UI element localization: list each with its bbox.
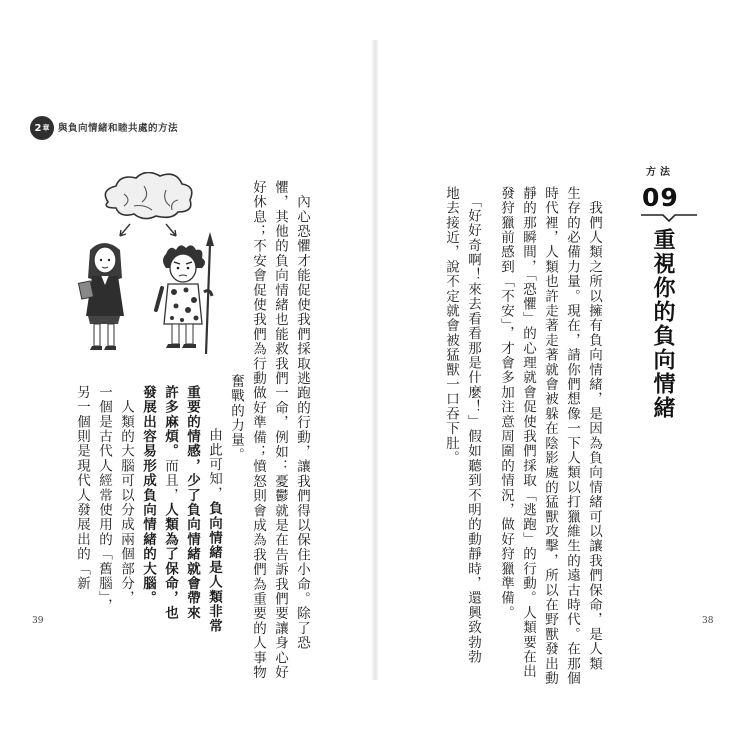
lower-col3-bold-b: 人類為了保命，也 — [162, 502, 178, 621]
lower-col1-bold: 負向情緒是人類非常 — [206, 501, 222, 634]
right-column-6: 「好好奇啊！來去看看那是什麼！」假如聽到不明的動靜時，還興致勃勃 — [465, 186, 481, 665]
left-lower-column-5: 人類的大腦可以分成兩個部分， — [118, 385, 134, 606]
lower-col4-bold: 發展出容易形成負向情緒的大腦。 — [140, 385, 156, 606]
lower-col1-plain: 由此可知， — [206, 413, 222, 502]
method-number: 09 — [642, 183, 679, 212]
method-label: 方法 — [646, 167, 674, 178]
left-lower-column-6: 一個是古代人經常使用的「舊腦」， — [96, 385, 112, 614]
left-lower-column-7: 另一個則是現代人發展出的「新 — [74, 385, 90, 591]
right-column-4: 靜的那瞬間，「恐懼」的心理就會促使我們採取「逃跑」的行動。人類要在出 — [520, 186, 536, 680]
page-number-left: 39 — [32, 616, 44, 626]
illustration — [68, 172, 226, 358]
heading-underline-icon — [641, 213, 697, 223]
left-upper-column-2: 懼，其他的負向情緒也能救我們一命，例如：憂鬱就是在告訴我們要讓身心好 — [272, 180, 288, 680]
caveman-figure — [156, 245, 205, 348]
left-lower-column-1 — [204, 413, 224, 634]
right-column-7: 地去接近，說不定就會被猛獸一口吞下肚。 — [443, 186, 459, 466]
brain-cloud-icon — [105, 172, 191, 236]
left-lower-column-2 — [182, 385, 202, 620]
chapter-title: 與負向情緒和睦共處的方法 — [58, 123, 179, 134]
lower-col3-bold-a: 許多麻煩。 — [162, 385, 178, 459]
left-upper-column-3: 好休息；不安會促使我們為行動做好準備；憤怒則會成為我們為重要的人事物 — [250, 180, 266, 680]
left-upper-column-4: 奮戰的力量。 — [228, 374, 244, 463]
lower-col2-bold: 重要的情感，少了負向情緒就會帶來 — [184, 385, 200, 621]
right-column-5: 發狩獵前感到「不安」，才會多加注意周圍的情況，做好狩獵準備。 — [498, 186, 514, 621]
chapter-suffix: 章 — [42, 124, 50, 132]
left-lower-column-3 — [160, 385, 180, 620]
chapter-badge — [30, 116, 54, 140]
chapter-number: 2 — [34, 122, 42, 134]
spear-icon — [204, 232, 214, 354]
right-column-2: 生存的必備力量。現在，請你們想像一下人類以打獵維生的遠古時代。在那個 — [564, 186, 580, 686]
office-woman-figure — [78, 243, 124, 350]
page-number-right: 38 — [702, 616, 714, 626]
left-upper-column-1: 內心恐懼才能促使我們採取逃跑的行動，讓我們得以保住小命。除了恐 — [294, 180, 310, 651]
left-lower-column-4 — [138, 385, 158, 606]
method-heading: 重視你的負向情緒 — [650, 228, 675, 420]
book-gutter — [372, 40, 378, 680]
right-column-1: 我們人類之所以擁有負向情緒，是因為負向情緒可以讓我們保命，是人類 — [586, 186, 602, 672]
right-column-3: 時代裡，人類也許走著走著就會被躲在陰影處的猛獸攻擊，所以在野獸發出動 — [542, 186, 558, 686]
lower-col3-plain: 而且， — [162, 458, 178, 503]
